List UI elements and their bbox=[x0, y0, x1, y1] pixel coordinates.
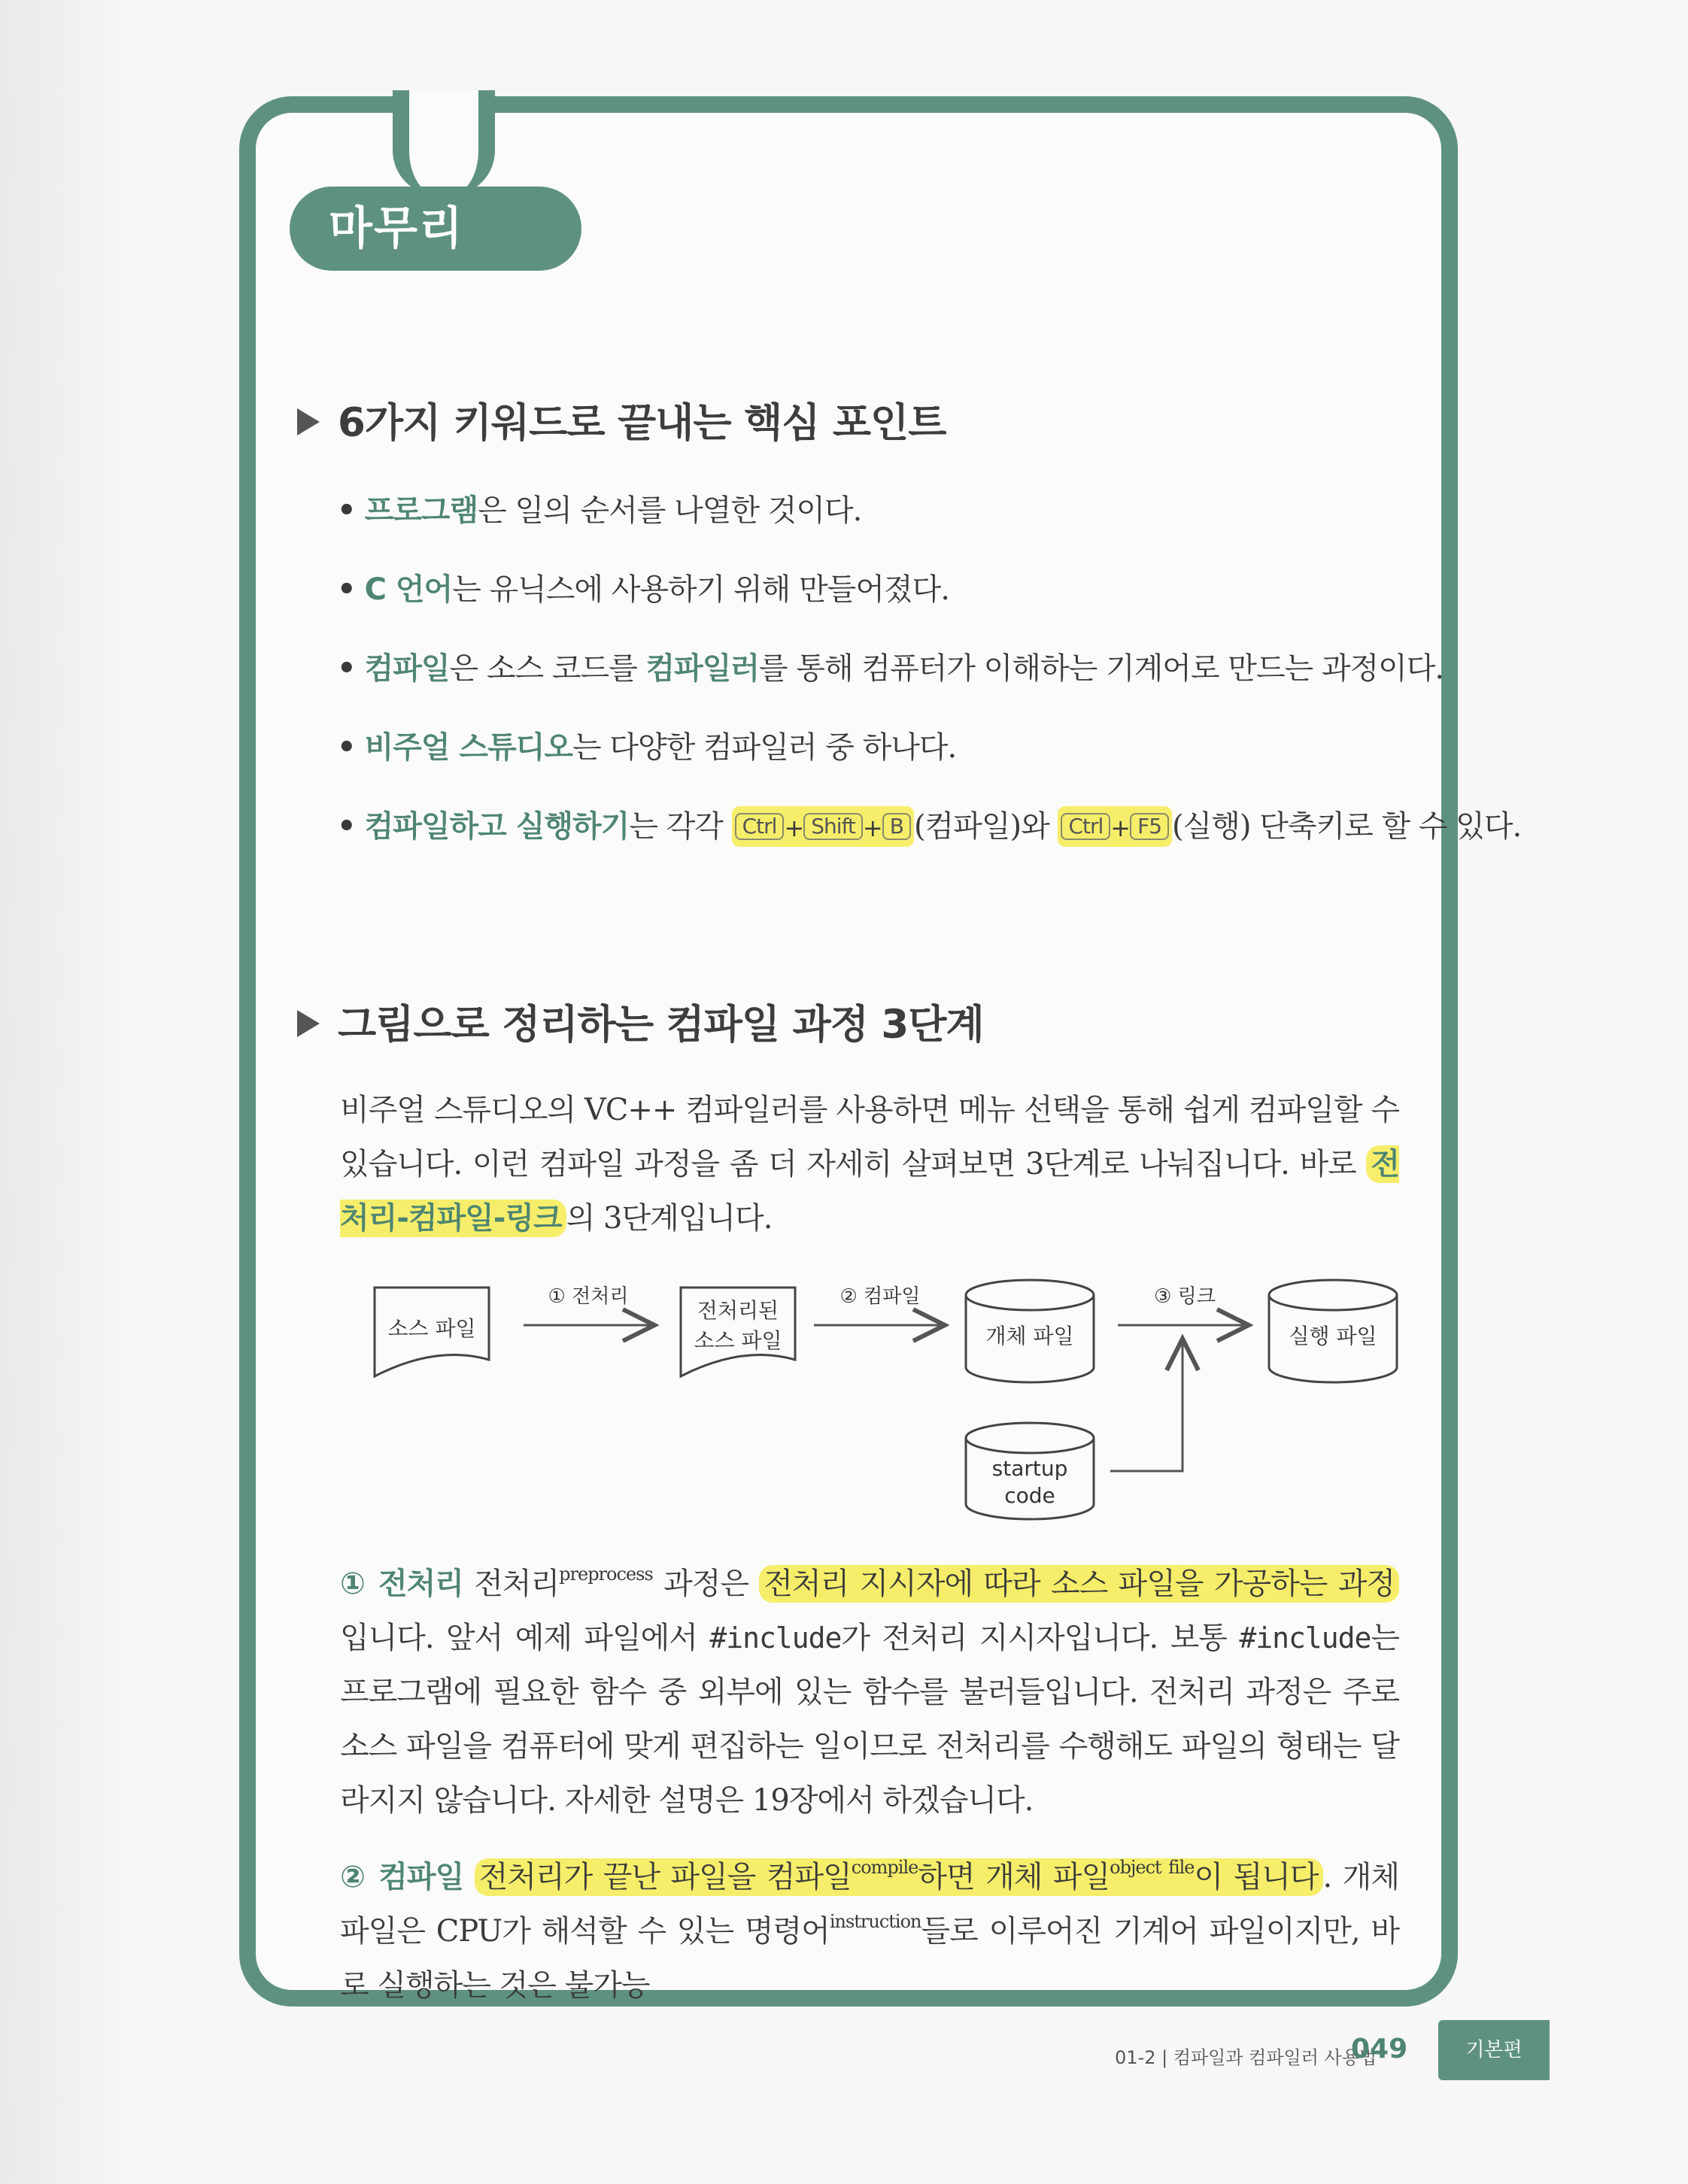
list-item: • 프로그램은 일의 순서를 나열한 것이다. bbox=[337, 493, 862, 528]
list-item: • 비주얼 스튜디오는 다양한 컴파일러 중 하나다. bbox=[337, 730, 957, 765]
compile-process-diagram bbox=[361, 1263, 1414, 1534]
step2-label: ② 컴파일 bbox=[839, 1285, 921, 1308]
process-heading: 그림으로 정리하는 컴파일 과정 3단계 bbox=[297, 993, 984, 1050]
section-tab: 기본편 bbox=[1438, 2020, 1550, 2080]
footer-chapter: 01-2 | 컴파일과 컴파일러 사용법 bbox=[1115, 2047, 1377, 2068]
keywords-heading: 6가지 키워드로 끝내는 핵심 포인트 bbox=[297, 391, 946, 448]
object-file-label: 개체 파일 bbox=[985, 1324, 1074, 1348]
process-intro: 비주얼 스튜디오의 VC++ 컴파일러를 사용하면 메뉴 선택을 통해 쉽게 컴파일할 수 있습니다. 이런 컴파일 과정을 좀 더 자세히 살펴보면 3단계로 나눠집니다. 바로 전처리-컴파일-링크 의 3단계입니다. bbox=[340, 1093, 1399, 1236]
section-title: 마무리 bbox=[290, 187, 581, 271]
key-ctrl: Ctrl bbox=[735, 813, 785, 840]
step1-label: ① 전처리 bbox=[548, 1285, 629, 1308]
frame-notch-hook bbox=[393, 90, 495, 196]
keyword-list bbox=[337, 493, 1522, 889]
preprocessed-label-1: 전처리된 bbox=[697, 1298, 779, 1323]
startup-label-1: startup bbox=[991, 1456, 1068, 1481]
key-b: B bbox=[882, 813, 911, 840]
executable-label: 실행 파일 bbox=[1289, 1324, 1377, 1348]
key-f5: F5 bbox=[1130, 813, 1169, 840]
triangle-bullet-icon bbox=[297, 408, 320, 435]
compile-explanation: ② 컴파일 전처리가 끝난 파일을 컴파일$^{compile}$하면 개체 파일$^{object file}$이 됩니다 . 개체 파일은 CPU가 해석할 수 있는 명령어$^{instruction}$들로 이루어진 기계어 파일이지만, 바로 실행하는 것은 불가능 bbox=[340, 1857, 1400, 2003]
shortcut-run: Ctrl + F5 bbox=[1058, 806, 1172, 847]
list-item: • 컴파일하고 실행하기는 각각 Ctrl + Shift + B (컴파일)와 Ctrl + F5 (실행) 단축키로 할 수 있다. bbox=[337, 808, 1435, 846]
list-item: • 컴파일은 소스 코드를 컴파일러를 통해 컴퓨터가 이해하는 기계어로 만드는 과정이다. bbox=[337, 651, 1444, 686]
preprocessed-label-2: 소스 파일 bbox=[694, 1328, 782, 1353]
arrow-startup-to-link bbox=[1110, 1339, 1183, 1471]
list-item: • C 언어는 유닉스에 사용하기 위해 만들어졌다. bbox=[337, 572, 949, 607]
preprocess-explanation: ① 전처리 전처리$^{preprocess}$ 과정은 전처리 지시자에 따라 소스 파일을 가공하는 과정입니다. 앞서 예제 파일에서 #include가 전처리 지시자입니다. 보통 #include는 프로그램에 필요한 함수 중 외부에 있는 함수를 불러들입니다. 전처리 과정은 주로 소스 파일을 컴퓨터에 맞게 편집하는 일이므로 전처리를 수행해도 파일의 형태는 달라지지 않습니다. 자세한 설명은 19장에서 하겠습니다. bbox=[340, 1564, 1399, 1818]
step3-label: ③ 링크 bbox=[1154, 1285, 1216, 1308]
shortcut-compile: Ctrl + Shift + B bbox=[732, 806, 914, 847]
page-edge-shade bbox=[0, 0, 135, 2184]
triangle-bullet-icon bbox=[297, 1010, 320, 1037]
startup-label-2: code bbox=[1004, 1483, 1055, 1508]
key-shift: Shift bbox=[803, 813, 863, 840]
page-number: 049 bbox=[1351, 2034, 1408, 2064]
source-file-label: 소스 파일 bbox=[387, 1316, 476, 1341]
key-ctrl: Ctrl bbox=[1061, 813, 1110, 840]
